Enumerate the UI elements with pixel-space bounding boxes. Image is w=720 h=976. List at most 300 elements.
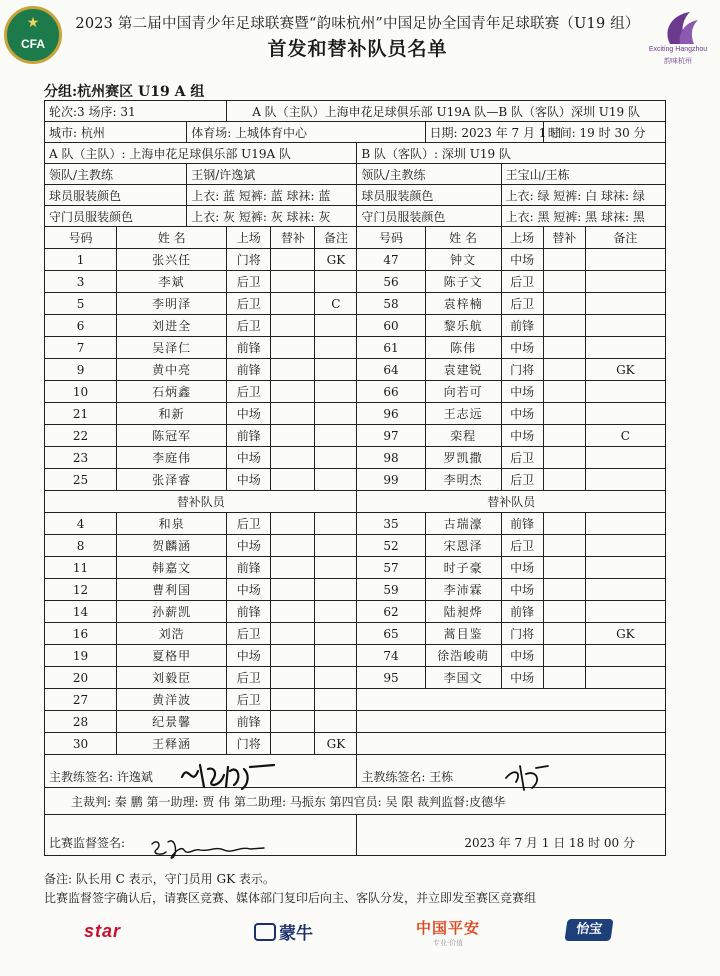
sub-position: 后卫	[227, 623, 271, 645]
starter-row	[45, 359, 666, 381]
team-a-title: A 队（主队）: 上海申花足球俱乐部 U19A 队	[45, 143, 357, 164]
starting-position: 门将	[227, 249, 271, 271]
lineup-table	[44, 100, 666, 856]
player-note	[585, 667, 665, 689]
starting-position: 后卫	[227, 381, 271, 403]
player-note	[315, 359, 357, 381]
sub-row	[45, 645, 666, 667]
player-note	[585, 403, 665, 425]
page-title: 首发和替补队员名单	[267, 38, 448, 60]
sub-position	[543, 403, 585, 425]
player-number: 47	[357, 249, 425, 271]
player-note	[585, 535, 665, 557]
empty-cell	[357, 689, 666, 711]
starting-position: 中场	[227, 469, 271, 491]
player-note	[585, 513, 665, 535]
player-number: 16	[45, 623, 117, 645]
player-note	[585, 337, 665, 359]
sub-position: 后卫	[227, 689, 271, 711]
subs-header-a: 替补队员	[45, 491, 357, 513]
starting-position	[543, 535, 585, 557]
player-name: 李沛霖	[425, 579, 501, 601]
player-name: 刘毅臣	[117, 667, 227, 689]
sub-row	[45, 513, 666, 535]
player-name: 王志远	[425, 403, 501, 425]
sub-row	[45, 623, 666, 645]
starting-position: 后卫	[501, 271, 543, 293]
sub-position: 后卫	[227, 667, 271, 689]
col-header-number: 号码	[45, 227, 117, 249]
player-note	[315, 271, 357, 293]
sub-position	[271, 315, 315, 337]
player-name: 李明杰	[425, 469, 501, 491]
player-note	[315, 425, 357, 447]
team-b-gk-kit-label: 守门员服装颜色	[357, 206, 501, 227]
player-name: 时子豪	[425, 557, 501, 579]
player-name: 陈冠军	[117, 425, 227, 447]
sub-position	[543, 293, 585, 315]
sub-position	[543, 337, 585, 359]
sub-position	[271, 425, 315, 447]
sub-position	[271, 447, 315, 469]
player-number: 64	[357, 359, 425, 381]
starting-position: 前锋	[227, 425, 271, 447]
player-note	[315, 623, 357, 645]
star-icon: ★	[26, 15, 40, 31]
player-number: 25	[45, 469, 117, 491]
col-header-sub: 替补	[271, 227, 315, 249]
player-number: 11	[45, 557, 117, 579]
lineup-table-body	[45, 101, 666, 856]
starting-position: 后卫	[227, 315, 271, 337]
hangzhou-logo-cn: 韵味杭州	[664, 57, 692, 65]
coach-b-signature	[502, 762, 552, 796]
starting-position	[271, 645, 315, 667]
cfa-logo	[4, 6, 62, 64]
player-name: 李斌	[117, 271, 227, 293]
player-number: 27	[45, 689, 117, 711]
player-note: C	[585, 425, 665, 447]
player-note	[585, 645, 665, 667]
notes	[44, 870, 536, 908]
player-name: 钟文	[425, 249, 501, 271]
player-name: 夏格甲	[117, 645, 227, 667]
starting-position: 中场	[227, 403, 271, 425]
player-name: 贺麟涵	[117, 535, 227, 557]
player-name: 张泽睿	[117, 469, 227, 491]
player-number: 96	[357, 403, 425, 425]
sub-position	[543, 249, 585, 271]
player-number: 98	[357, 447, 425, 469]
sponsor-pingan-sub: 专业·价值	[432, 939, 464, 947]
player-name: 李明泽	[117, 293, 227, 315]
player-name: 刘进全	[117, 315, 227, 337]
sponsor-pingan-text: 中国平安	[416, 919, 481, 937]
sub-row	[45, 535, 666, 557]
note-line-2: 比赛监督签字确认后，请赛区竞赛、媒体部门复印后向主、客队分发，并立即发至赛区竞赛组	[44, 891, 537, 905]
player-number: 10	[45, 381, 117, 403]
sub-position: 前锋	[501, 513, 543, 535]
sub-position	[271, 469, 315, 491]
player-note: GK	[585, 623, 665, 645]
starting-position	[271, 733, 315, 755]
sub-position: 后卫	[227, 513, 271, 535]
player-name: 和泉	[117, 513, 227, 535]
player-number: 9	[45, 359, 117, 381]
supervisor-signature	[150, 834, 270, 862]
player-note	[585, 579, 665, 601]
sub-position	[543, 359, 585, 381]
starting-position: 后卫	[501, 293, 543, 315]
date-cell: 日期: 2023 年 7 月 1 日	[425, 122, 543, 143]
player-name: 黄洋波	[117, 689, 227, 711]
player-note	[315, 403, 357, 425]
starting-position	[271, 535, 315, 557]
team-a-kit: 上衣: 蓝 短裤: 蓝 球袜: 蓝	[187, 185, 357, 206]
player-note	[315, 601, 357, 623]
player-name: 蒿目鉴	[425, 623, 501, 645]
player-note	[315, 667, 357, 689]
sub-position: 中场	[227, 579, 271, 601]
sub-position: 前锋	[227, 601, 271, 623]
player-number: 1	[45, 249, 117, 271]
player-note	[315, 337, 357, 359]
player-note	[315, 711, 357, 733]
col-header-number: 号码	[357, 227, 425, 249]
starter-row	[45, 425, 666, 447]
sub-position: 后卫	[501, 535, 543, 557]
supervisor-row	[45, 815, 666, 856]
player-name: 袁梓楠	[425, 293, 501, 315]
team-b-gk-kit: 上衣: 黑 短裤: 黑 球袜: 黑	[501, 206, 665, 227]
player-number: 3	[45, 271, 117, 293]
hangzhou-logo	[640, 8, 716, 64]
player-note	[585, 315, 665, 337]
player-number: 14	[45, 601, 117, 623]
player-note	[315, 579, 357, 601]
player-note	[315, 315, 357, 337]
note-line-1: 备注: 队长用 C 表示，守门员用 GK 表示。	[44, 872, 275, 886]
starting-position: 中场	[501, 249, 543, 271]
starting-position: 前锋	[501, 315, 543, 337]
team-b-title: B 队（客队）: 深圳 U19 队	[357, 143, 666, 164]
starting-position	[271, 579, 315, 601]
player-number: 58	[357, 293, 425, 315]
player-name: 罗凯撒	[425, 447, 501, 469]
player-name: 徐浩峻萌	[425, 645, 501, 667]
leader-row	[45, 164, 666, 185]
team-title-row	[45, 143, 666, 164]
player-name: 孙薪凯	[117, 601, 227, 623]
sub-row	[45, 557, 666, 579]
player-number: 62	[357, 601, 425, 623]
sub-row	[45, 711, 666, 733]
sub-position	[543, 315, 585, 337]
stadium-cell: 体育场: 上城体育中心	[187, 122, 425, 143]
event-title: 2023 第二届中国青少年足球联赛暨“韵味杭州”中国足协全国青年足球联赛（U19 组）	[75, 16, 640, 32]
player-number: 52	[357, 535, 425, 557]
player-number: 60	[357, 315, 425, 337]
player-name: 陆昶烨	[425, 601, 501, 623]
starting-position	[271, 711, 315, 733]
player-note	[315, 447, 357, 469]
starter-row	[45, 315, 666, 337]
starting-position	[543, 557, 585, 579]
player-name: 陈子文	[425, 271, 501, 293]
venue-row	[45, 122, 666, 143]
team-a-kit-label: 球员服装颜色	[45, 185, 187, 206]
player-note	[315, 557, 357, 579]
sub-position: 前锋	[227, 557, 271, 579]
starting-position	[271, 689, 315, 711]
sub-row	[45, 579, 666, 601]
player-note: GK	[585, 359, 665, 381]
sponsor-yibao: 怡宝	[564, 919, 613, 941]
starter-row	[45, 469, 666, 491]
sub-position	[271, 403, 315, 425]
player-name: 石炳鑫	[117, 381, 227, 403]
player-number: 30	[45, 733, 117, 755]
match-row	[45, 101, 666, 122]
player-name: 宋恩泽	[425, 535, 501, 557]
hangzhou-wave-icon	[640, 8, 716, 48]
starting-position: 中场	[501, 337, 543, 359]
starting-position: 前锋	[227, 337, 271, 359]
starter-row	[45, 337, 666, 359]
player-note	[585, 381, 665, 403]
player-number: 56	[357, 271, 425, 293]
sub-row	[45, 689, 666, 711]
sub-position	[271, 359, 315, 381]
sub-position: 中场	[227, 645, 271, 667]
player-note	[585, 557, 665, 579]
player-name: 韩嘉文	[117, 557, 227, 579]
player-number: 22	[45, 425, 117, 447]
player-number: 12	[45, 579, 117, 601]
player-name: 李国文	[425, 667, 501, 689]
player-note	[585, 469, 665, 491]
sub-position	[271, 337, 315, 359]
starting-position: 后卫	[227, 293, 271, 315]
player-number: 74	[357, 645, 425, 667]
starter-row	[45, 271, 666, 293]
coach-signature-row	[45, 755, 666, 788]
team-b-kit: 上衣: 绿 短裤: 白 球袜: 绿	[501, 185, 665, 206]
player-number: 7	[45, 337, 117, 359]
player-note	[585, 601, 665, 623]
sponsor-pingan	[416, 917, 480, 948]
starting-position	[543, 623, 585, 645]
player-note	[585, 447, 665, 469]
starter-row	[45, 447, 666, 469]
sub-position: 前锋	[227, 711, 271, 733]
round-cell: 轮次:3 场序: 31	[45, 101, 227, 122]
starting-position: 中场	[501, 381, 543, 403]
column-header-row	[45, 227, 666, 249]
starter-row	[45, 381, 666, 403]
gk-kit-row	[45, 206, 666, 227]
starting-position	[543, 667, 585, 689]
player-number: 5	[45, 293, 117, 315]
player-name: 张兴任	[117, 249, 227, 271]
col-header-sub: 替补	[543, 227, 585, 249]
starting-position	[543, 601, 585, 623]
team-a-gk-kit-label: 守门员服装颜色	[45, 206, 187, 227]
player-number: 4	[45, 513, 117, 535]
sub-position: 中场	[227, 535, 271, 557]
starting-position	[543, 579, 585, 601]
player-number: 20	[45, 667, 117, 689]
sub-position	[271, 293, 315, 315]
officials-row	[45, 788, 666, 815]
coach-a-signature	[178, 757, 278, 795]
player-name: 曹利国	[117, 579, 227, 601]
sub-position	[543, 271, 585, 293]
player-number: 66	[357, 381, 425, 403]
sponsor-mengniu	[254, 919, 313, 944]
signed-at: 2023 年 7 月 1 日 18 时 00 分	[357, 815, 666, 856]
starting-position	[543, 645, 585, 667]
starting-position: 前锋	[227, 359, 271, 381]
starter-row	[45, 293, 666, 315]
team-a-gk-kit: 上衣: 灰 短裤: 灰 球袜: 灰	[187, 206, 357, 227]
player-name: 古瑞濠	[425, 513, 501, 535]
starting-position: 中场	[227, 447, 271, 469]
mengniu-mark-icon	[254, 923, 276, 941]
sub-position	[271, 271, 315, 293]
empty-cell	[357, 733, 666, 755]
col-header-note: 备注	[585, 227, 665, 249]
player-name: 黎乐航	[425, 315, 501, 337]
starter-row	[45, 249, 666, 271]
player-name: 吴泽仁	[117, 337, 227, 359]
sub-position: 前锋	[501, 601, 543, 623]
sub-row	[45, 667, 666, 689]
team-a-leader: 王钢/许逸斌	[187, 164, 357, 185]
team-b-leader: 王宝山/王栋	[501, 164, 665, 185]
city-cell: 城市: 杭州	[45, 122, 187, 143]
col-header-start: 上场	[501, 227, 543, 249]
player-name: 和新	[117, 403, 227, 425]
sponsor-mengniu-text: 蒙牛	[279, 924, 313, 944]
sponsor-bar	[44, 915, 666, 949]
player-name: 袁建锐	[425, 359, 501, 381]
starting-position: 后卫	[501, 469, 543, 491]
sub-position	[543, 425, 585, 447]
starter-row	[45, 403, 666, 425]
player-note	[315, 381, 357, 403]
player-number: 23	[45, 447, 117, 469]
starting-position: 后卫	[501, 447, 543, 469]
starting-position	[271, 601, 315, 623]
sub-position	[271, 249, 315, 271]
player-number: 61	[357, 337, 425, 359]
col-header-start: 上场	[227, 227, 271, 249]
player-note	[315, 513, 357, 535]
player-number: 65	[357, 623, 425, 645]
starting-position	[271, 513, 315, 535]
starting-position	[271, 557, 315, 579]
player-note: GK	[315, 249, 357, 271]
sub-position: 中场	[501, 579, 543, 601]
starting-position: 中场	[501, 403, 543, 425]
teams-cell: A 队（主队）上海申花足球俱乐部 U19A 队—B 队（客队）深圳 U19 队	[227, 101, 666, 122]
player-note	[585, 271, 665, 293]
player-note: GK	[315, 733, 357, 755]
player-name: 李庭伟	[117, 447, 227, 469]
starting-position: 后卫	[227, 271, 271, 293]
time-cell: 时间: 19 时 30 分	[543, 122, 665, 143]
player-name: 纪景馨	[117, 711, 227, 733]
empty-cell	[357, 711, 666, 733]
player-number: 6	[45, 315, 117, 337]
sub-position	[543, 447, 585, 469]
sub-row	[45, 601, 666, 623]
player-number: 28	[45, 711, 117, 733]
player-note	[315, 469, 357, 491]
player-name: 王释涵	[117, 733, 227, 755]
starting-position	[543, 513, 585, 535]
subs-header-row	[45, 491, 666, 513]
subs-header-b: 替补队员	[357, 491, 666, 513]
sub-position: 中场	[501, 667, 543, 689]
starting-position	[271, 623, 315, 645]
coach-a-signature-label: 主教练签名: 许逸斌	[45, 755, 357, 788]
player-name: 刘浩	[117, 623, 227, 645]
player-note	[315, 535, 357, 557]
cfa-logo-text: CFA	[21, 37, 45, 51]
player-number: 99	[357, 469, 425, 491]
kit-row	[45, 185, 666, 206]
player-name: 向若可	[425, 381, 501, 403]
sponsor-star: star	[84, 921, 122, 941]
player-number: 19	[45, 645, 117, 667]
player-note	[315, 689, 357, 711]
starting-position	[271, 667, 315, 689]
sub-position	[543, 381, 585, 403]
player-number: 21	[45, 403, 117, 425]
col-header-note: 备注	[315, 227, 357, 249]
player-name: 栾程	[425, 425, 501, 447]
player-name: 陈伟	[425, 337, 501, 359]
col-header-name: 姓 名	[117, 227, 227, 249]
player-number: 97	[357, 425, 425, 447]
player-number: 35	[357, 513, 425, 535]
player-note	[585, 249, 665, 271]
player-number: 95	[357, 667, 425, 689]
team-b-leader-label: 领队/主教练	[357, 164, 501, 185]
sub-position: 中场	[501, 645, 543, 667]
officials-cell: 主裁判: 秦 鹏 第一助理: 贾 伟 第二助理: 马振东 第四官员: 吴 限 裁判监督:皮德华	[45, 788, 666, 815]
sub-position	[543, 469, 585, 491]
player-note	[315, 645, 357, 667]
sub-position: 门将	[227, 733, 271, 755]
sub-position: 中场	[501, 557, 543, 579]
player-number: 59	[357, 579, 425, 601]
team-b-kit-label: 球员服装颜色	[357, 185, 501, 206]
supervisor-label: 比赛监督签名:	[45, 815, 357, 856]
player-note	[585, 293, 665, 315]
player-number: 8	[45, 535, 117, 557]
col-header-name: 姓 名	[425, 227, 501, 249]
starting-position: 门将	[501, 359, 543, 381]
team-a-leader-label: 领队/主教练	[45, 164, 187, 185]
player-name: 黄中亮	[117, 359, 227, 381]
coach-b-signature-label: 主教练签名: 王栋	[357, 755, 666, 788]
starting-position: 中场	[501, 425, 543, 447]
sub-row	[45, 733, 666, 755]
sub-position	[271, 381, 315, 403]
